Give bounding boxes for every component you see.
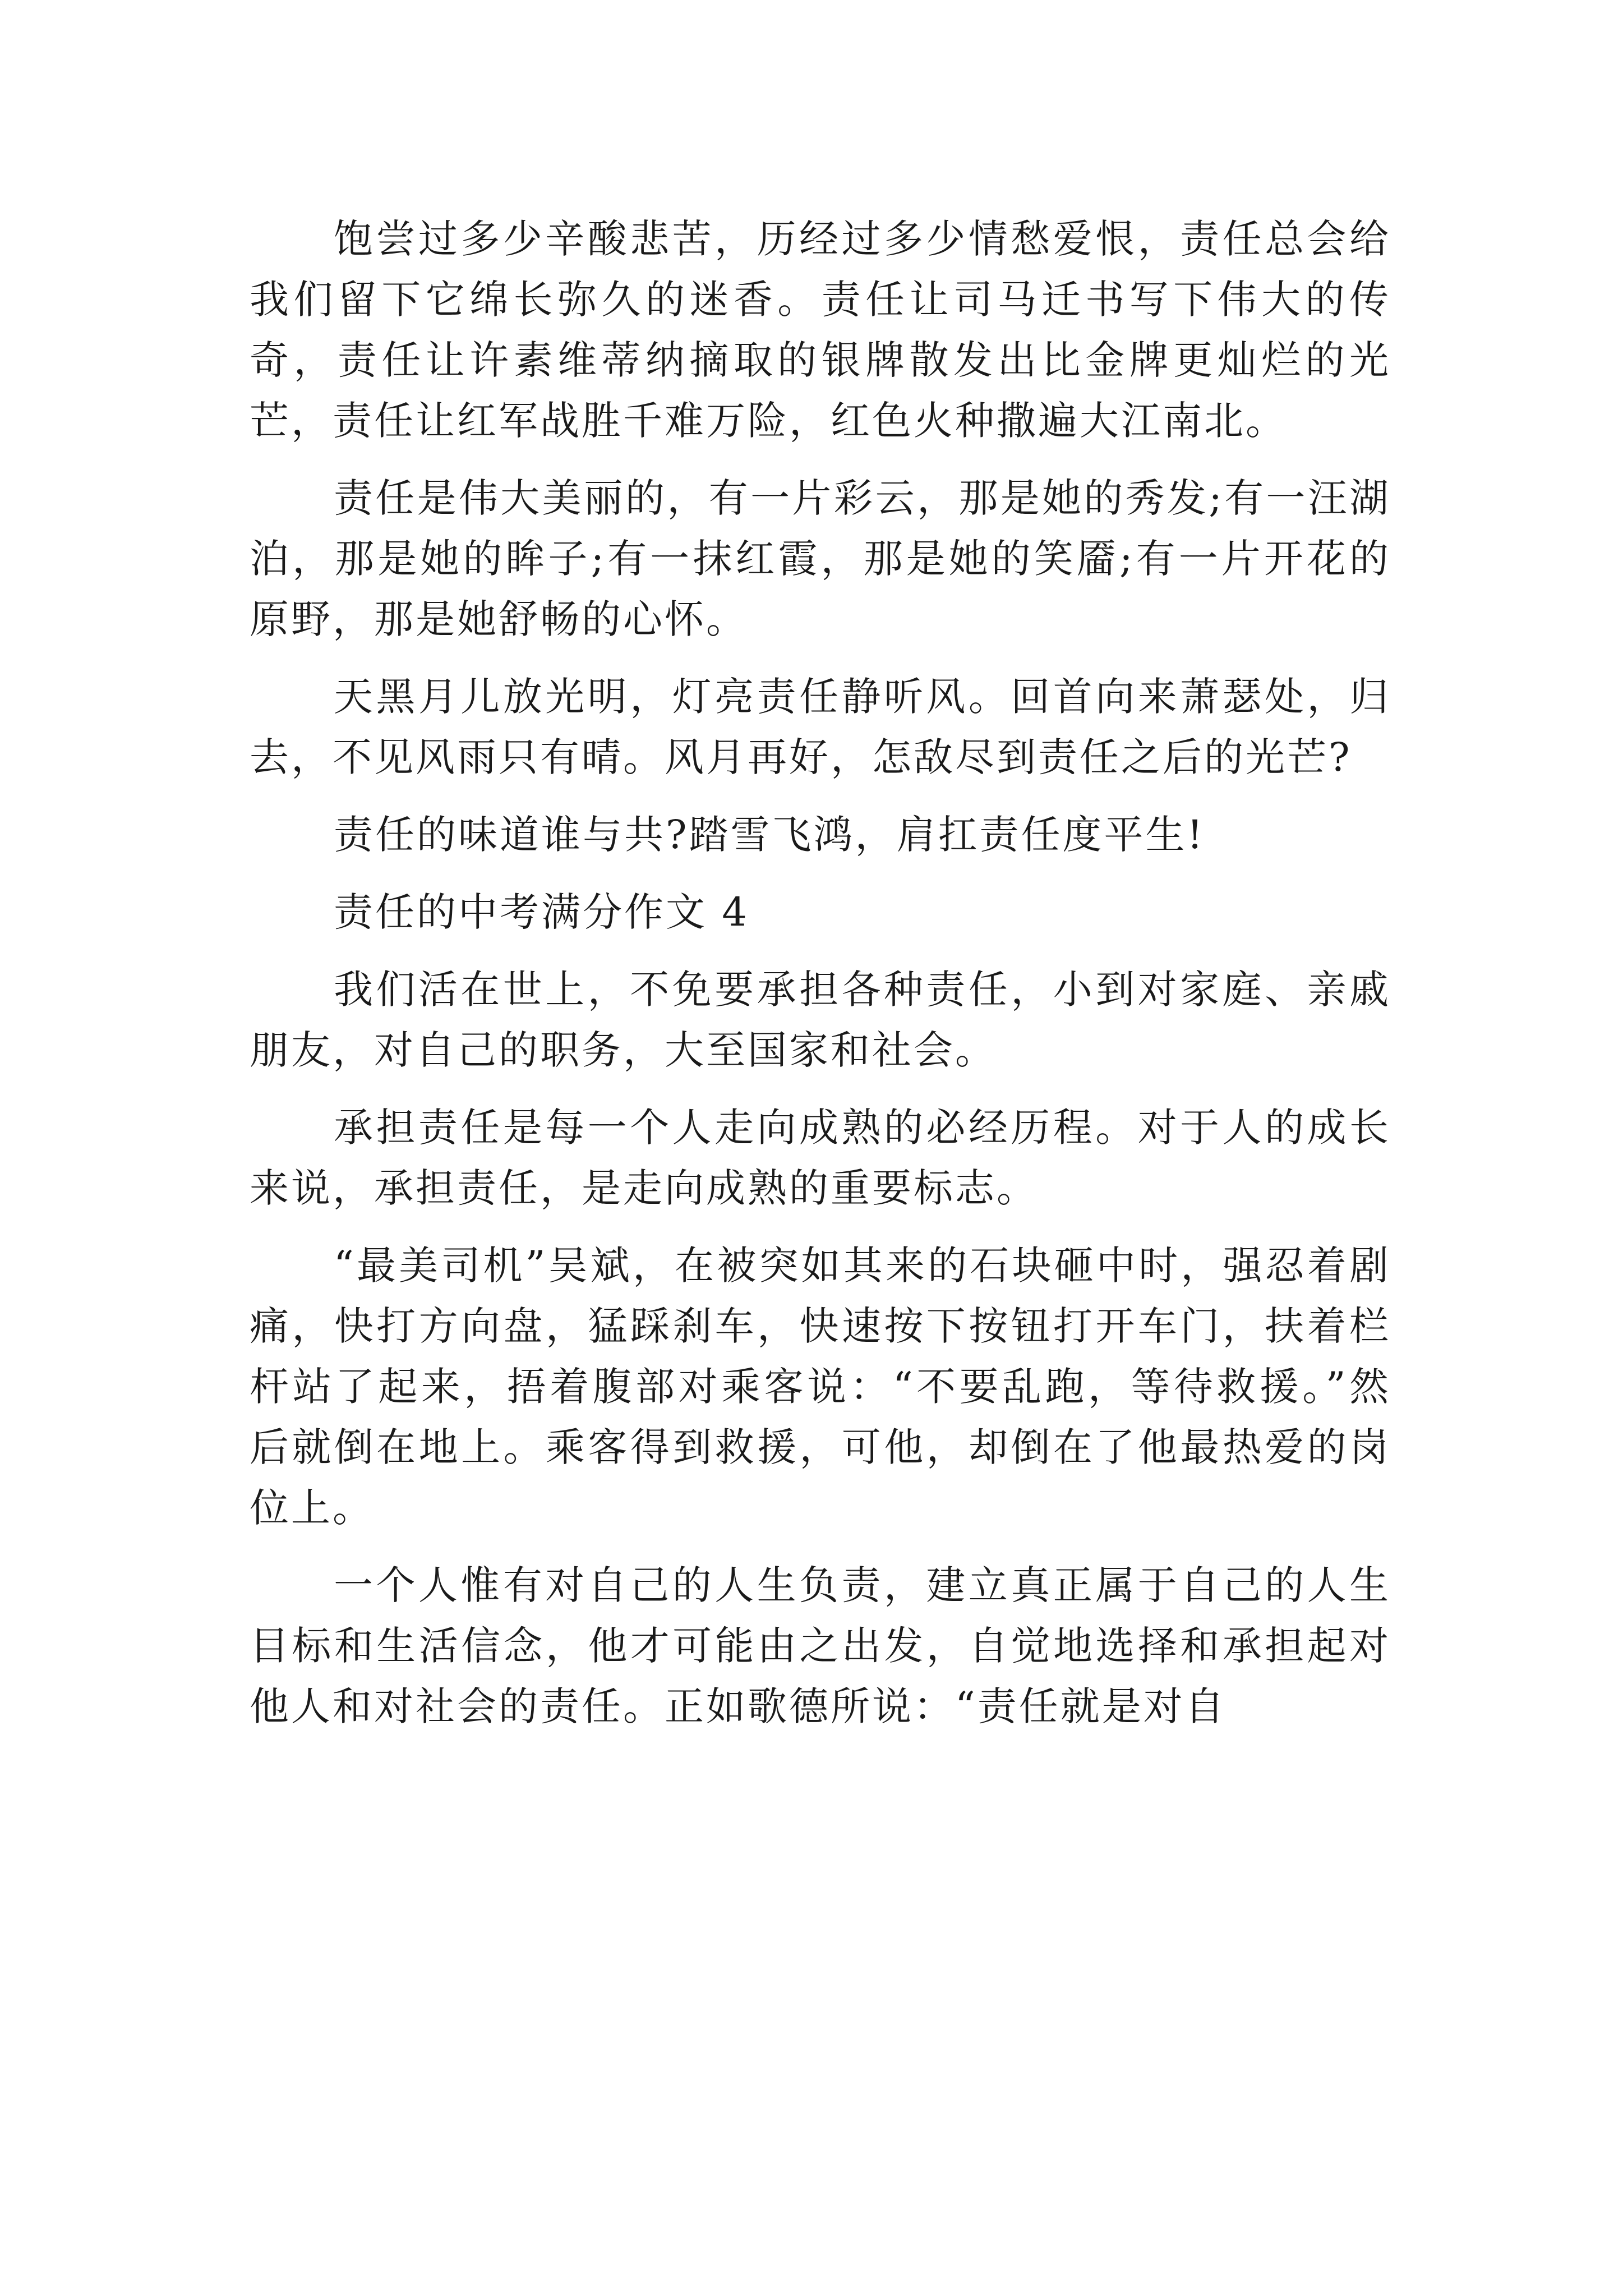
document-body	[250, 209, 1391, 1754]
paragraph: 一个人惟有对自己的人生负责，建立真正属于自己的人生目标和生活信念，他才可能由之出发，自觉地选择和承担起对他人和对社会的责任。正如歌德所说：“责任就是对自	[250, 1562, 1391, 1729]
paragraph: 责任的味道谁与共?踏雪飞鸿，肩扛责任度平生!	[334, 812, 1205, 858]
paragraph: “最美司机”吴斌，在被突如其来的石块砸中时，强忍着剧痛，快打方向盘，猛踩刹车，快速按下按钮打开车门，扶着栏杆站了起来，捂着腹部对乘客说：“不要乱跑，等待救援。”然后就倒在地上。乘客得到救援，可他，却倒在了他最热爱的岗位上。	[250, 1243, 1391, 1531]
section-heading: 责任的中考满分作文 4	[334, 889, 749, 935]
paragraph: 饱尝过多少辛酸悲苦，历经过多少情愁爱恨，责任总会给我们留下它绵长弥久的迷香。责任让司马迁书写下伟大的传奇，责任让许素维蒂纳摘取的银牌散发出比金牌更灿烂的光芒，责任让红军战胜千难万险，红色火种撒遍大江南北。	[250, 216, 1391, 444]
paragraph: 天黑月儿放光明，灯亮责任静听风。回首向来萧瑟处，归去，不见风雨只有晴。风月再好，怎敌尽到责任之后的光芒?	[250, 674, 1391, 780]
paragraph: 我们活在世上，不免要承担各种责任，小到对家庭、亲戚朋友，对自己的职务，大至国家和社会。	[250, 967, 1391, 1073]
paragraph: 责任是伟大美丽的，有一片彩云，那是她的秀发;有一汪湖泊，那是她的眸子;有一抹红霞，那是她的笑靥;有一片开花的原野，那是她舒畅的心怀。	[250, 475, 1391, 642]
paragraph: 承担责任是每一个人走向成熟的必经历程。对于人的成长来说，承担责任，是走向成熟的重要标志。	[250, 1105, 1391, 1211]
